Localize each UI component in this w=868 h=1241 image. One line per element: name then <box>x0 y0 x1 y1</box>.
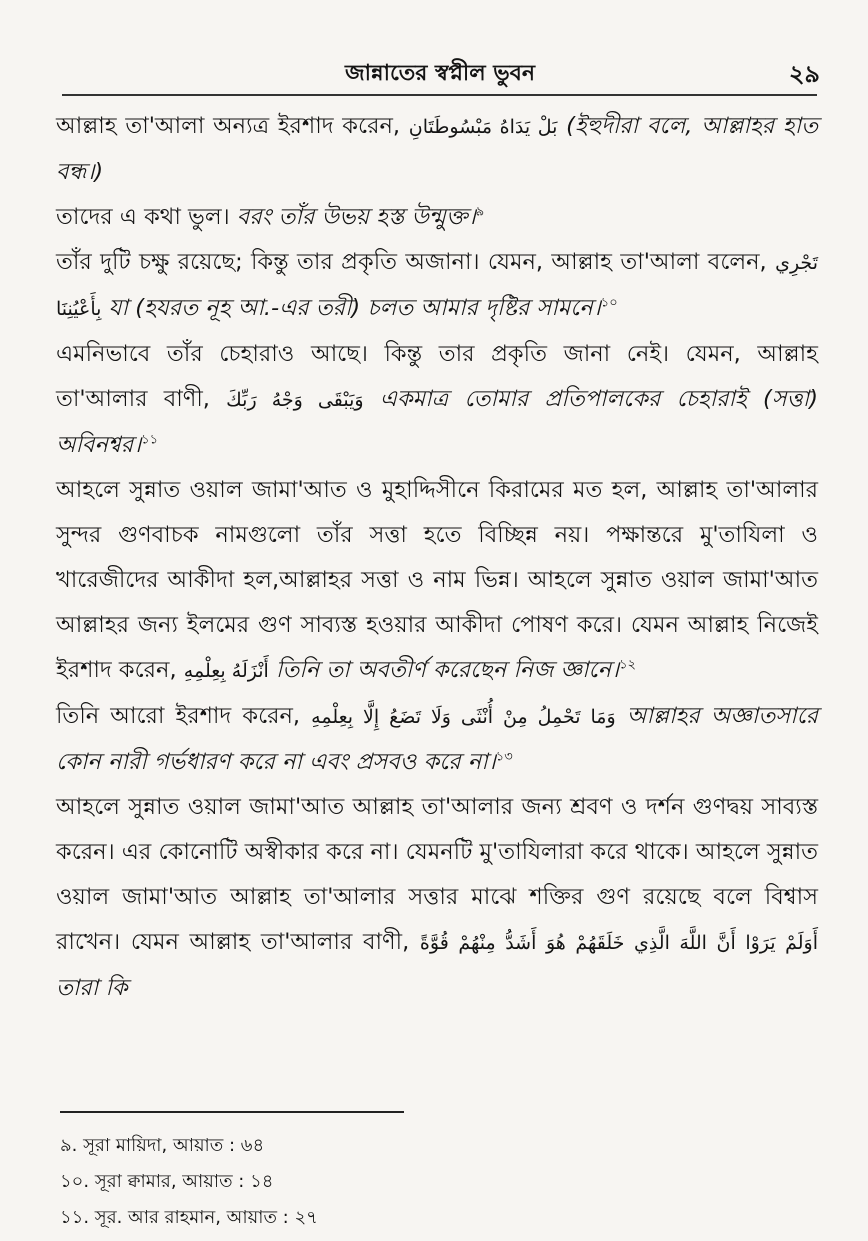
translation-text: একমাত্র তোমার প্রতিপালকের চেহারাই (সত্তা) অবিনশ্বর। <box>56 386 818 458</box>
translation-text: তিনি তা অবতীর্ণ করেছেন নিজ জ্ঞানে। <box>268 657 620 683</box>
translation-text: (ইহুদীরা বলে, আল্লাহর হাত বন্ধ।) <box>56 113 819 185</box>
footnote: ১০. সূরা ক্বামার, আয়াত : ১৪ <box>60 1171 274 1192</box>
arabic-quote: وَمَا تَحْمِلُ مِنْ أُنْثَى وَلَا تَضَعُ إِلَّا بِعِلْمِهِ <box>311 706 616 728</box>
body-span: আল্লাহ তা'আলা অন্যত্র ইরশাদ করেন, <box>56 113 409 139</box>
paragraph <box>56 694 818 785</box>
footnote-ref: ১৩ <box>495 749 513 765</box>
translation-text: বরং তাঁর উভয় হস্ত উন্মুক্ত। <box>236 204 476 230</box>
header-rule <box>62 94 817 96</box>
paragraph <box>56 240 818 332</box>
translation-text: যা (হযরত নূহ আ.-এর তরী) চলত আমার দৃষ্টির সামনে। <box>101 295 601 321</box>
footnote-ref: ৯ <box>475 204 485 220</box>
footnote-ref: ১১ <box>141 432 159 448</box>
arabic-quote: وَيَبْقَى وَجْهُ رَبِّكَ <box>226 389 364 411</box>
running-header <box>60 56 820 92</box>
translation-text: তারা কি <box>56 975 128 1001</box>
paragraph <box>56 468 818 694</box>
paragraph <box>56 195 818 240</box>
body-span: তাদের এ কথা ভুল। <box>56 204 237 230</box>
footnote: ৯. সূরা মায়িদা, আয়াত : ৬৪ <box>60 1135 265 1156</box>
footnote: ১১. সূর. আর রাহমান, আয়াত : ২৭ <box>60 1207 318 1228</box>
arabic-quote: أَوَلَمْ يَرَوْا أَنَّ اللَّهَ الَّذِي خَلَقَهُمْ هُوَ أَشَدُّ مِنْهُمْ قُوَّةً <box>419 932 818 954</box>
arabic-quote: تَجْرِي بِأَعْيُنِنَا <box>56 252 818 320</box>
body-span: এমনিভাবে তাঁর চেহারাও আছে। কিন্তু তার প্রকৃতি জানা নেই। যেমন, আল্লাহ তা'আলার বাণী, <box>56 341 818 412</box>
footnote-rule <box>60 1111 404 1113</box>
header-title: জান্নাতের স্বপ্নীল ভুবন <box>344 61 536 86</box>
body-span: আহলে সুন্নাত ওয়াল জামা'আত আল্লাহ তা'আলার জন্য শ্রবণ ও দর্শন গুণদ্বয় সাব্যস্ত করেন। এর কোনোটি অস্বীকার করে না। যেমনটি মু'তাযিলারা করে থাকে। আহলে সুন্নাত ওয়াল জামা'আত আল্লাহ তা'আলার সত্তার মাঝে শক্তির গুণ রয়েছে বলে বিশ্বাস রাখেন। যেমন আল্লাহ তা'আলার বাণী, <box>56 794 818 955</box>
body-span: আহলে সুন্নাত ওয়াল জামা'আত ও মুহাদ্দিসীনে কিরামের মত হল, আল্লাহ তা'আলার সুন্দর গুণবাচক নামগুলো তাঁর সত্তা হতে বিচ্ছিন্ন নয়। পক্ষান্তরে মু'তাযিলা ও খারেজীদের আকীদা হল,আল্লাহর সত্তা ও নাম ভিন্ন। আহলে সুন্নাত ওয়াল জামা'আত আল্লাহর জন্য ইলমের গুণ সাব্যস্ত হওয়ার আকীদা পোষণ করে। যেমন আল্লাহ নিজেই ইরশাদ করেন, <box>56 477 818 683</box>
arabic-quote: بَلْ يَدَاهُ مَبْسُوطَتَانِ <box>408 116 558 138</box>
arabic-quote: أَنْزَلَهُ بِعِلْمِهِ <box>183 660 269 682</box>
paragraph <box>56 785 818 1011</box>
page-number: ২৯ <box>788 60 820 88</box>
paragraph <box>56 104 818 195</box>
body-text <box>56 104 818 1011</box>
footnotes <box>60 1128 760 1236</box>
translation-text: আল্লাহর অজ্ঞাতসারে কোন নারী গর্ভধারণ করে না এবং প্রসবও করে না। <box>56 703 819 775</box>
footnote-ref: ১২ <box>619 657 636 673</box>
footnote-ref: ১০ <box>600 295 618 311</box>
body-span: তিনি আরো ইরশাদ করেন, <box>56 703 312 729</box>
paragraph <box>56 332 818 468</box>
body-span: তাঁর দুটি চক্ষু রয়েছে; কিন্তু তার প্রকৃতি অজানা। যেমন, আল্লাহ তা'আলা বলেন, <box>56 249 776 275</box>
